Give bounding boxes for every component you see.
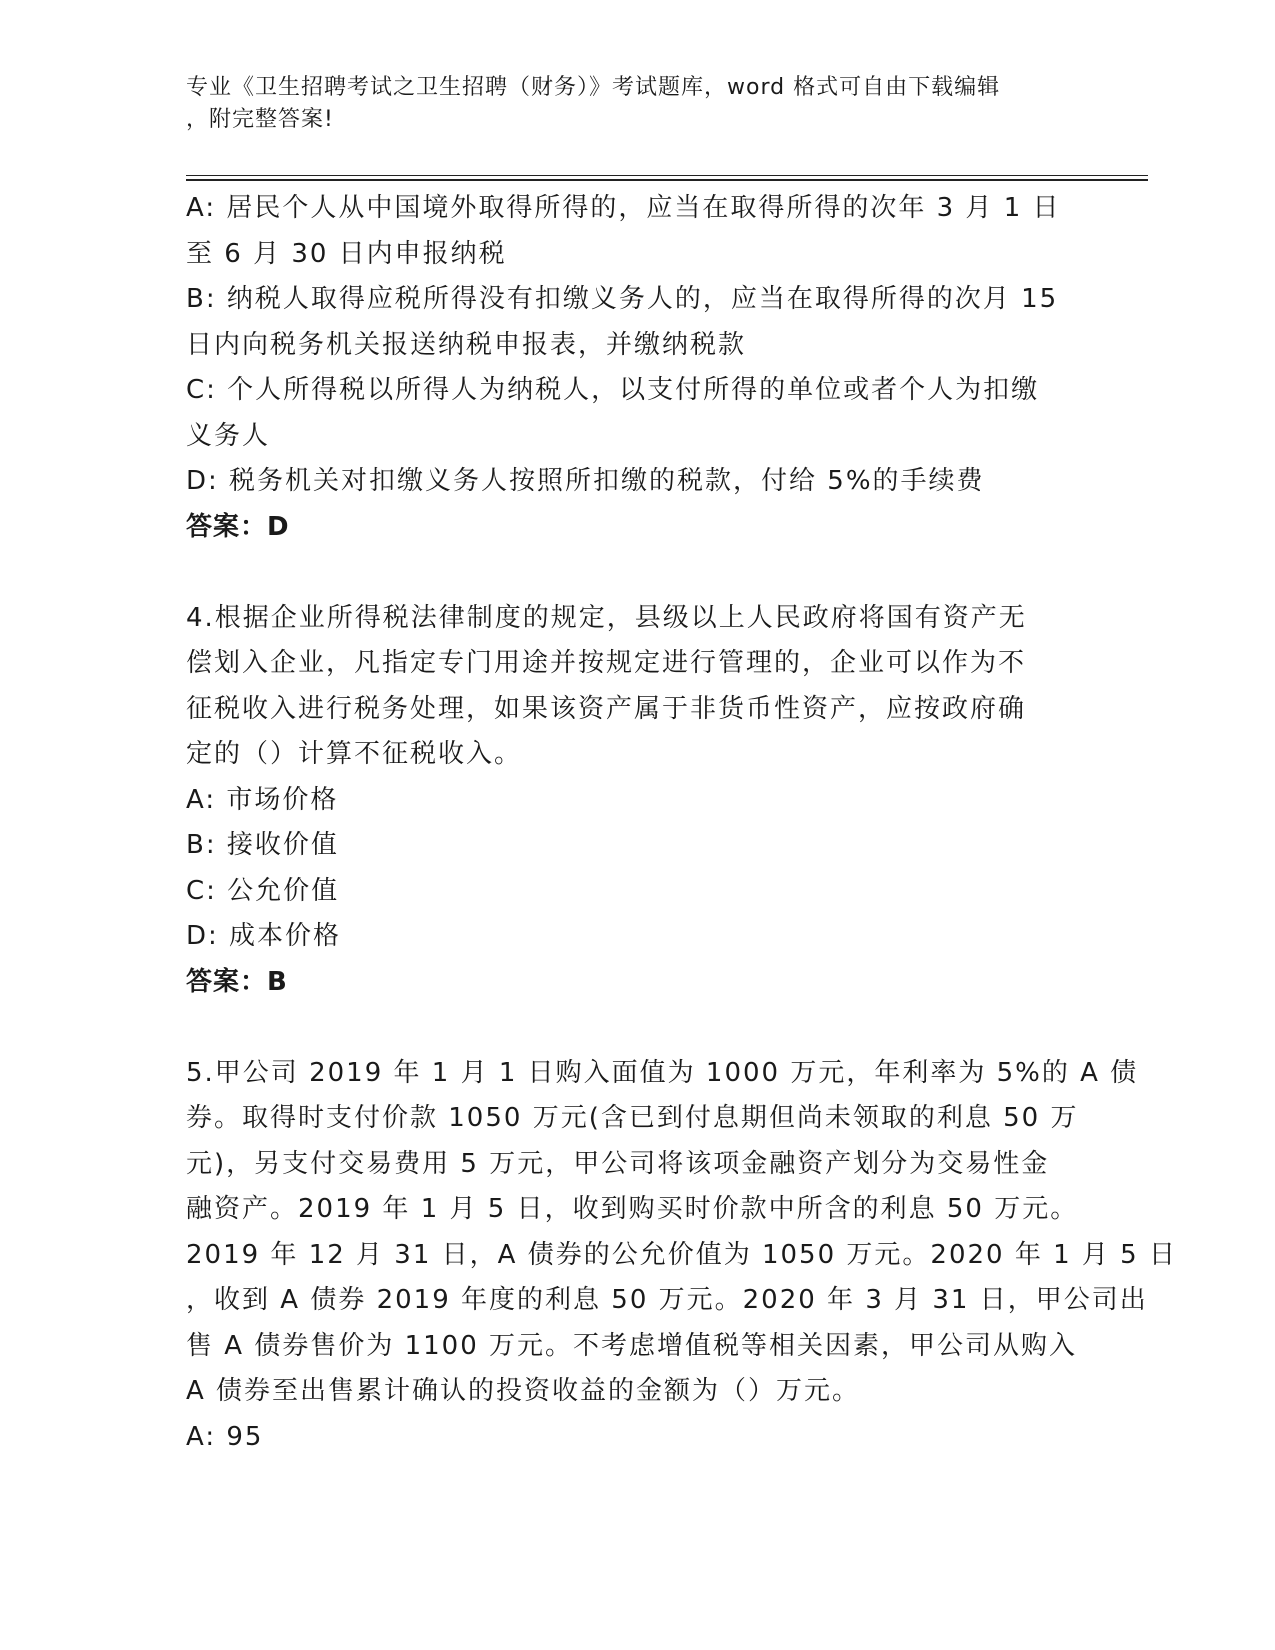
q3-option-a-line-1: A: 居民个人从中国境外取得所得的，应当在取得所得的次年 3 月 1 日 bbox=[186, 193, 1061, 223]
q3-option-a-line-2: 至 6 月 30 日内申报纳税 bbox=[186, 238, 507, 269]
q5-stem-line-6: ，收到 A 债券 2019 年度的利息 50 万元。2020 年 3 月 31 日，甲公司出 bbox=[186, 1285, 1148, 1315]
q5-stem-line-8: A 债券至出售累计确认的投资收益的金额为（）万元。 bbox=[186, 1376, 861, 1406]
q5-stem-line-3: 元)，另支付交易费用 5 万元，甲公司将该项金融资产划分为交易性金 bbox=[186, 1148, 1050, 1179]
q3-option-d: D: 税务机关对扣缴义务人按照所扣缴的税款，付给 5%的手续费 bbox=[186, 466, 985, 496]
q3-option-b-line-1: B: 纳税人取得应税所得没有扣缴义务人的，应当在取得所得的次月 15 bbox=[186, 284, 1059, 314]
page-header bbox=[186, 72, 1066, 136]
header-line-2: ，附完整答案! bbox=[186, 107, 334, 132]
question-5 bbox=[186, 1051, 1177, 1461]
q3-option-b-line-2: 日内向税务机关报送纳税申报表，并缴纳税款 bbox=[186, 329, 747, 360]
q5-option-a: A: 95 bbox=[186, 1421, 264, 1452]
q4-option-a: A: 市场价格 bbox=[186, 784, 339, 815]
q4-option-b: B: 接收价值 bbox=[186, 830, 339, 860]
q4-stem-line-2: 偿划入企业，凡指定专门用途并按规定进行管理的，企业可以作为不 bbox=[186, 648, 1027, 678]
document-body bbox=[186, 186, 1177, 1460]
spacer bbox=[186, 550, 1086, 596]
q5-stem-line-1: 5.甲公司 2019 年 1 月 1 日购入面值为 1000 万元，年利率为 5%的 A 债 bbox=[186, 1057, 1139, 1088]
question-3-options bbox=[186, 186, 1086, 550]
q3-option-c-line-2: 义务人 bbox=[186, 420, 271, 451]
q3-answer: 答案：D bbox=[186, 511, 290, 542]
spacer bbox=[186, 1005, 1086, 1051]
q4-option-d: D: 成本价格 bbox=[186, 921, 342, 951]
q5-stem-line-4: 融资产。2019 年 1 月 5 日，收到购买时价款中所含的利息 50 万元。 bbox=[186, 1194, 1079, 1224]
q5-stem-line-2: 券。取得时支付价款 1050 万元(含已到付息期但尚未领取的利息 50 万 bbox=[186, 1103, 1079, 1133]
q4-option-c: C: 公允价值 bbox=[186, 875, 340, 906]
header-line-1: 专业《卫生招聘考试之卫生招聘（财务）》考试题库，word 格式可自由下载编辑 bbox=[186, 75, 1001, 100]
q5-stem-line-5: 2019 年 12 月 31 日，A 债券的公允价值为 1050 万元。2020 年 1 月 5 日 bbox=[186, 1239, 1177, 1270]
question-4 bbox=[186, 596, 1086, 1006]
header-divider bbox=[186, 175, 1148, 181]
q3-option-c-line-1: C: 个人所得税以所得人为纳税人，以支付所得的单位或者个人为扣缴 bbox=[186, 375, 1040, 405]
q5-stem-line-7: 售 A 债券售价为 1100 万元。不考虑增值税等相关因素，甲公司从购入 bbox=[186, 1330, 1078, 1361]
q4-stem-line-1: 4.根据企业所得税法律制度的规定，县级以上人民政府将国有资产无 bbox=[186, 602, 1027, 633]
q4-answer: 答案：B bbox=[186, 966, 288, 997]
q4-stem-line-4: 定的（）计算不征税收入。 bbox=[186, 739, 523, 769]
q4-stem-line-3: 征税收入进行税务处理，如果该资产属于非货币性资产，应按政府确 bbox=[186, 693, 1027, 724]
